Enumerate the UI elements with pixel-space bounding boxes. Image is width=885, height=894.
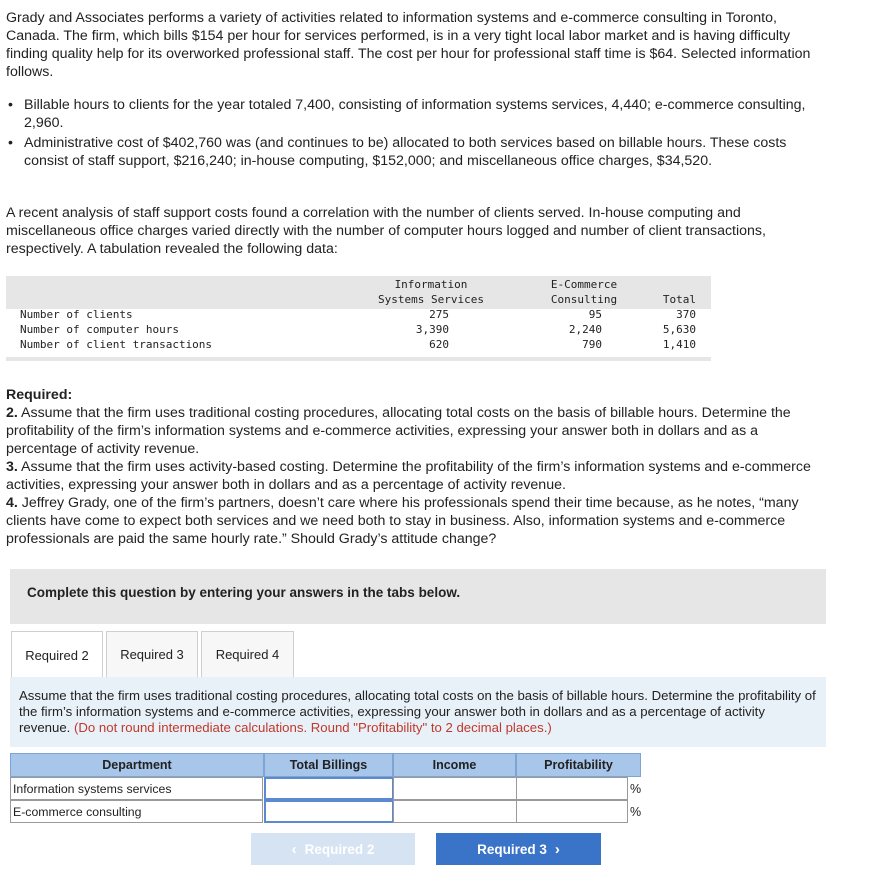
required-item-2-text: Assume that the firm uses traditional costing procedures, allocating total costs on the basis of billable hours. Determine the profitability of the firm’s information systems and e-commerce activities, expressing your answer both in dollars and as a percentage of activity revenue. — [6, 405, 791, 457]
header-income: Income — [393, 753, 516, 777]
input-ec-profitability[interactable] — [516, 800, 628, 823]
row-label-information-systems: Information systems services — [10, 777, 263, 800]
required-item-3-text: Assume that the firm uses activity-based costing. Determine the profitability of the firm’s information systems and e-commerce activities, expressing your answer both in dollars and as a percentage of activity revenue. — [6, 459, 811, 493]
chevron-right-icon: › — [554, 840, 560, 858]
table-footer-band — [6, 357, 711, 361]
required-item-2-number: 2. — [6, 405, 18, 421]
col-header-total: Total — [662, 293, 696, 306]
input-is-income[interactable] — [393, 777, 517, 800]
intro-paragraph: Grady and Associates performs a variety of activities related to information systems and e-commerce consulting in Toronto, Canada. The firm, which bills $154 per hour for services performed, is in a very tight local labor market and is having difficulty finding quality help for its overworked professional staff. The cost per hour for professional staff time is $64. Selected information follows. — [6, 10, 811, 80]
input-ec-total-billings[interactable] — [264, 800, 394, 823]
cell-transactions-is: 620 — [429, 338, 449, 351]
percent-unit-is: % — [630, 781, 642, 796]
required-item-2 — [6, 404, 821, 458]
chevron-left-icon: ‹ — [291, 840, 297, 858]
cell-transactions-ec: 790 — [582, 338, 602, 351]
instruction-note: (Do not round intermediate calculations. Round "Profitability" to 2 decimal places.) — [74, 720, 552, 735]
complete-question-text: Complete this question by entering your answers in the tabs below. — [27, 585, 461, 600]
cell-transactions-total: 1,410 — [662, 338, 696, 351]
required-item-4-text: Jeffrey Grady, one of the firm’s partners, doesn’t care where his professionals spend their time because, as he notes, “many clients have come to expect both services and we need both to stay in business. Also, information systems and e-commerce professionals are paid the same hourly rate.” Should Grady’s attitude change? — [6, 495, 799, 547]
required-heading: Required: — [6, 387, 73, 403]
cell-clients-total: 370 — [676, 308, 696, 321]
input-is-total-billings[interactable] — [264, 777, 394, 800]
required-section — [6, 386, 821, 548]
next-button-label: Required 3 — [477, 841, 547, 857]
required-item-4-number: 4. — [6, 495, 18, 511]
previous-required-button[interactable] — [251, 833, 415, 865]
row-label-e-commerce: E-commerce consulting — [10, 800, 263, 823]
row-label-computer-hours: Number of computer hours — [20, 323, 179, 336]
cell-hours-ec: 2,240 — [568, 323, 602, 336]
tab-required-3[interactable]: Required 3 — [106, 631, 198, 677]
bullet-billable-hours: • Billable hours to clients for the year totaled 7,400, consisting of information systems services, 4,440; e-commerce consulting, 2,960. — [6, 96, 821, 132]
required-item-3 — [6, 458, 821, 494]
cost-driver-table — [6, 276, 711, 361]
header-department: Department — [10, 753, 264, 777]
info-bullet-list — [6, 96, 821, 170]
bullet-administrative-cost: • Administrative cost of $402,760 was (and continues to be) allocated to both services based on billable hours. These costs consist of staff support, $216,240; in-house computing, $152,000; and miscellaneous office charges, $34,520. — [6, 134, 821, 170]
cell-hours-total: 5,630 — [662, 323, 696, 336]
next-required-button[interactable] — [436, 833, 601, 865]
instruction-text: Assume that the firm uses traditional costing procedures, allocating total costs on the basis of billable hours. Determine the profitability of the firm’s information systems and e-commerce activities, expressing your answer both in dollars and as a percentage of activity revenue. — [19, 688, 816, 735]
previous-button-label: Required 2 — [304, 841, 375, 857]
input-is-profitability[interactable] — [516, 777, 628, 800]
header-profitability: Profitability — [516, 753, 641, 777]
cell-clients-is: 275 — [429, 308, 449, 321]
col-header-information-systems: Information Systems Services — [378, 278, 484, 306]
required-item-3-number: 3. — [6, 459, 18, 475]
cell-clients-ec: 95 — [588, 308, 602, 321]
complete-question-banner — [10, 569, 826, 624]
analysis-paragraph: A recent analysis of staff support costs found a correlation with the number of clients served. In-house computing and miscellaneous office charges varied directly with the number of computer hours logged and number of client transactions, respectively. A tabulation revealed the following data: — [6, 205, 766, 257]
cell-hours-is: 3,390 — [415, 323, 449, 336]
tab-required-4[interactable]: Required 4 — [201, 631, 294, 677]
input-ec-income[interactable] — [393, 800, 517, 823]
row-label-client-transactions: Number of client transactions — [20, 338, 213, 351]
row-label-clients: Number of clients — [20, 308, 133, 321]
tab-required-2[interactable]: Required 2 — [11, 631, 103, 678]
header-total-billings: Total Billings — [264, 753, 393, 777]
col-header-e-commerce: E-Commerce Consulting — [550, 278, 618, 306]
required-item-4 — [6, 494, 821, 548]
instruction-box — [10, 677, 826, 747]
percent-unit-ec: % — [630, 804, 642, 819]
answer-table — [10, 753, 656, 823]
